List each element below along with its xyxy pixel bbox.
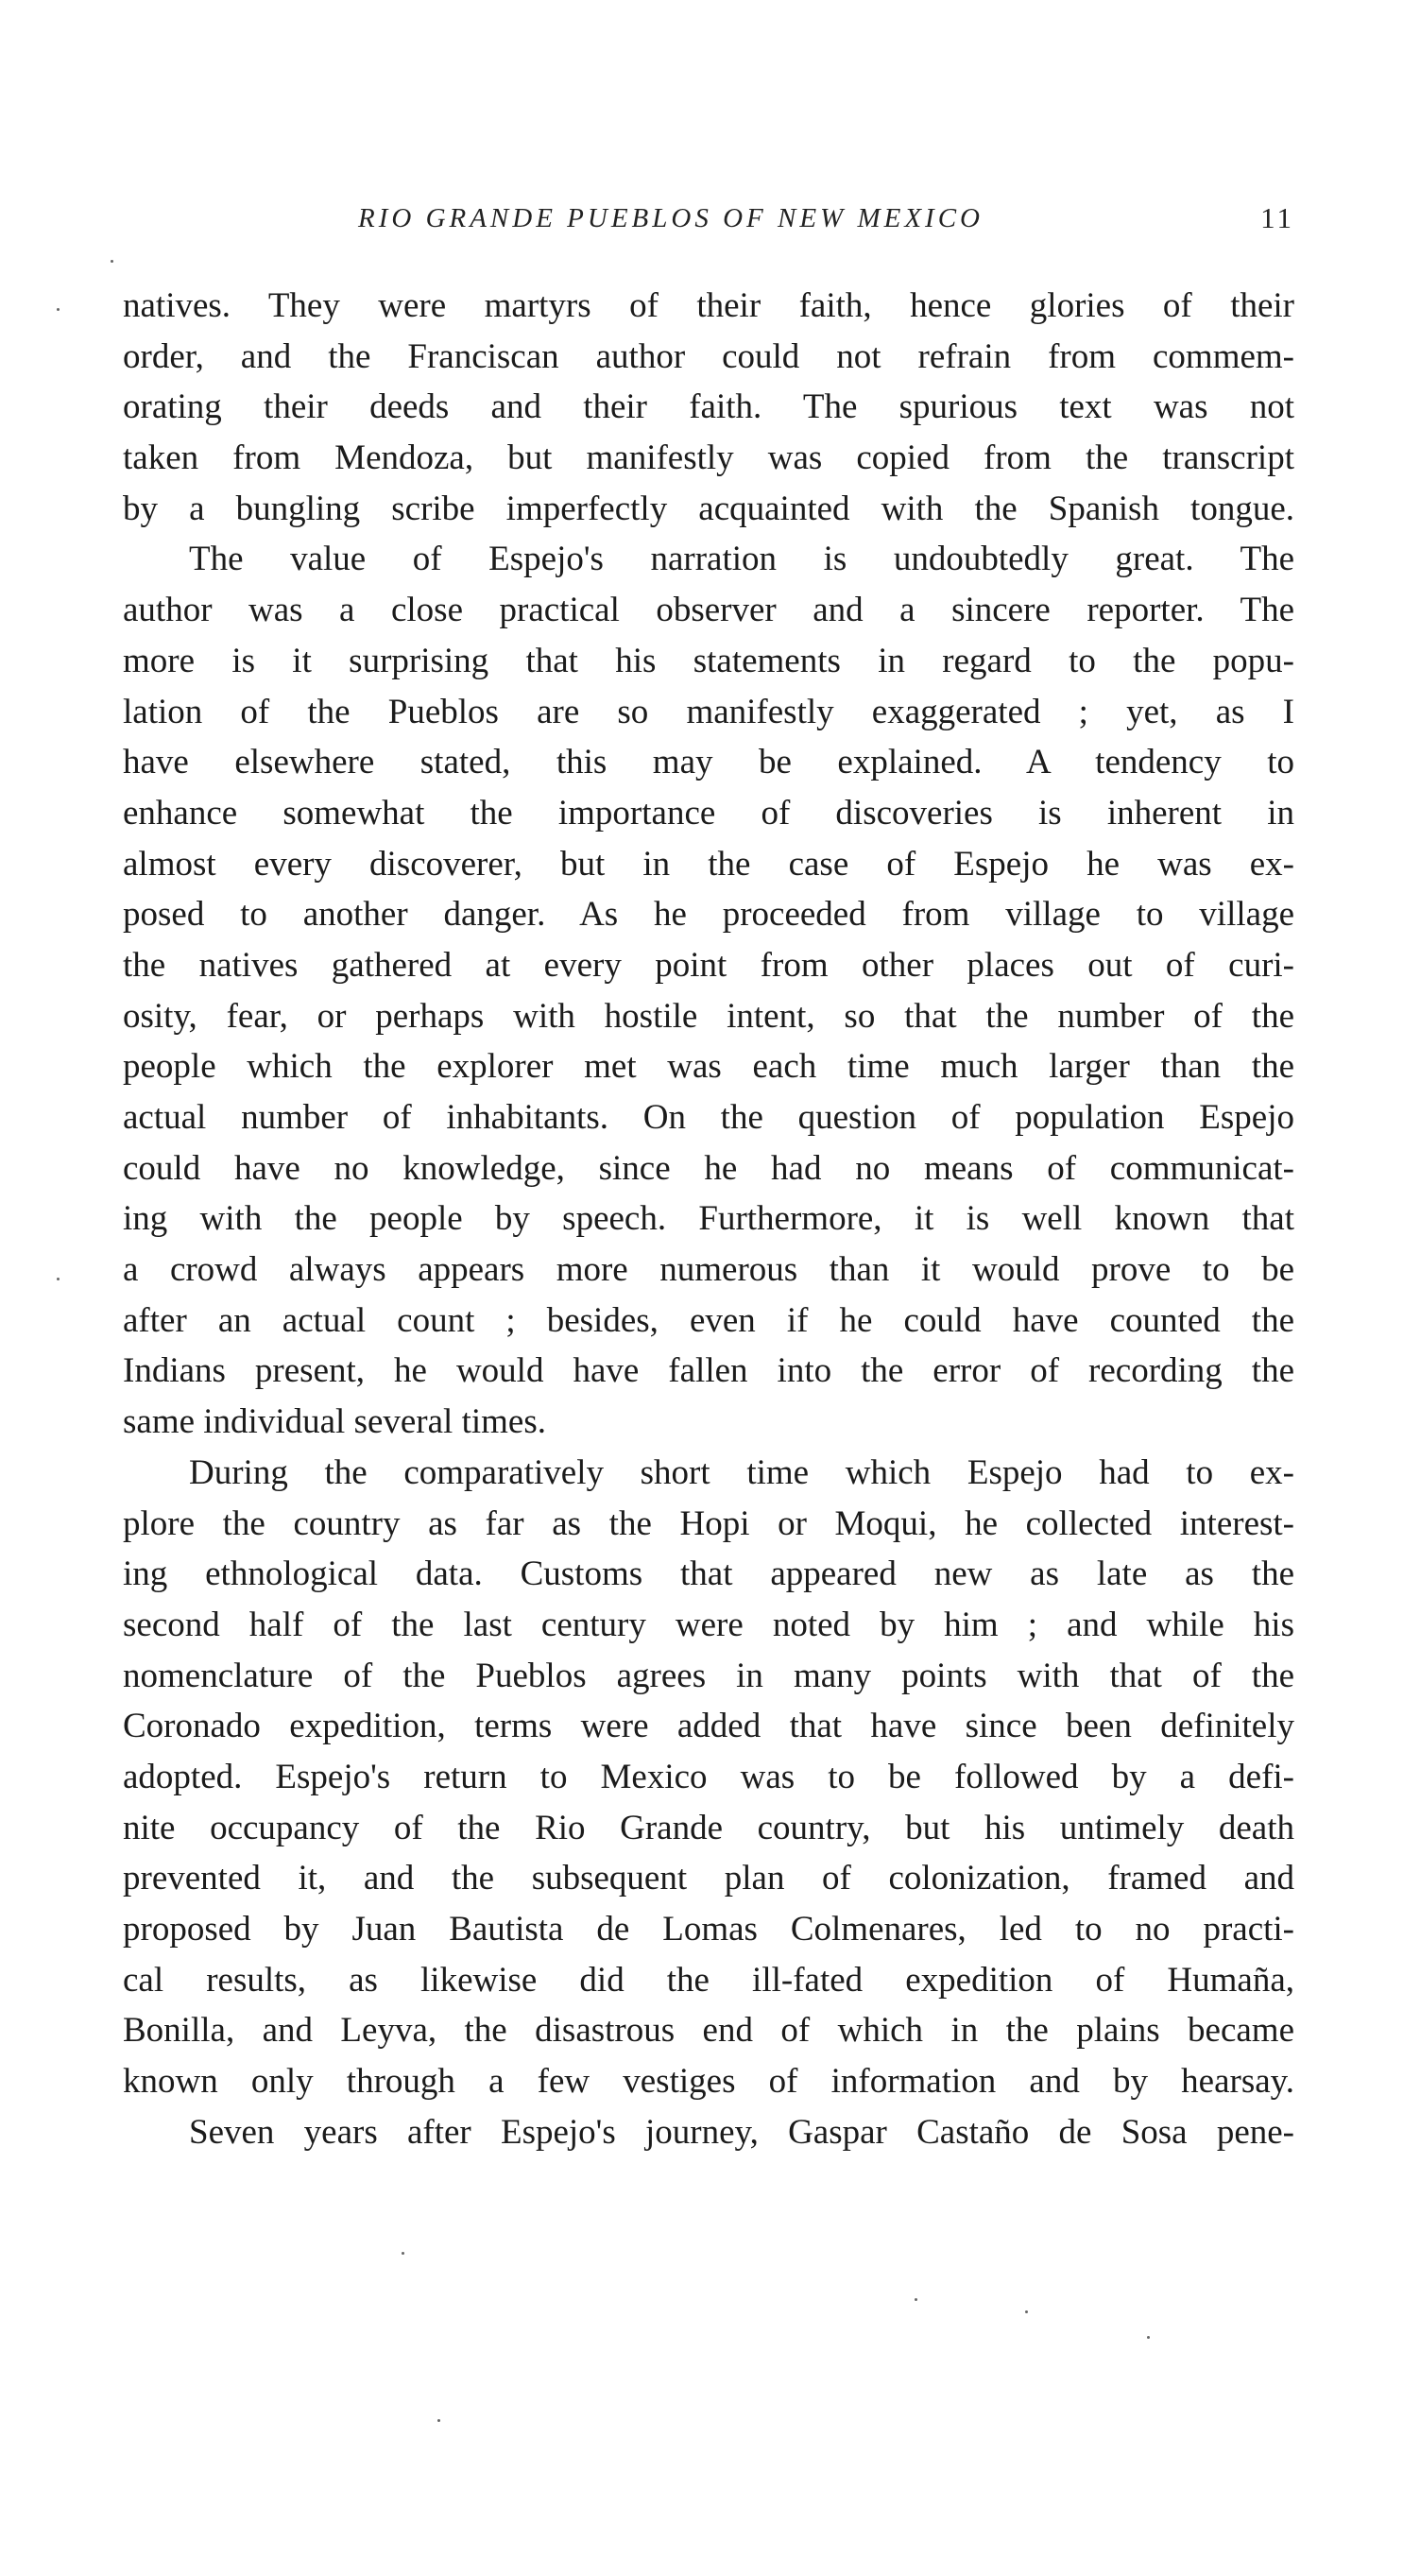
text-line: enhance somewhat the importance of discoveries is inherent in xyxy=(123,793,1294,833)
text-line: author was a close practical observer and a sincere reporter. The xyxy=(123,591,1294,630)
text-line: cal results, as likewise did the ill-fated expedition of Humaña, xyxy=(123,1960,1294,2000)
text-line: taken from Mendoza, but manifestly was copied from the transcript xyxy=(123,438,1294,478)
paragraph-2 xyxy=(123,534,1294,1447)
page-number: 11 xyxy=(1260,201,1294,234)
text-line: orating their deeds and their faith. The spurious text was not xyxy=(123,387,1294,427)
body-text xyxy=(123,281,1294,2157)
text-line: known only through a few vestiges of information and by hearsay. xyxy=(123,2062,1294,2102)
text-line: have elsewhere stated, this may be explained. A tendency to xyxy=(123,743,1294,782)
text-line: natives. They were martyrs of their faith, hence glories of their xyxy=(123,286,1294,325)
running-title: RIO GRANDE PUEBLOS OF NEW MEXICO xyxy=(358,203,984,233)
text-line: by a bungling scribe imperfectly acquainted with the Spanish tongue. xyxy=(123,489,1294,528)
print-speck xyxy=(111,260,113,263)
text-line: posed to another danger. As he proceeded from village to village xyxy=(123,895,1294,935)
text-line: more is it surprising that his statements in regard to the popu- xyxy=(123,641,1294,680)
print-speck xyxy=(57,308,60,311)
text-line: proposed by Juan Bautista de Lomas Colmenares, led to no practi- xyxy=(123,1910,1294,1949)
text-line: almost every discoverer, but in the case of Espejo he was ex- xyxy=(123,844,1294,884)
text-line: order, and the Franciscan author could not refrain from commem- xyxy=(123,336,1294,376)
text-line: osity, fear, or perhaps with hostile intent, so that the number of the xyxy=(123,996,1294,1036)
text-line: Coronado expedition, terms were added that have since been definitely xyxy=(123,1707,1294,1746)
paragraph-4 xyxy=(123,2107,1294,2158)
text-line: after an actual count ; besides, even if he could have counted the xyxy=(123,1300,1294,1340)
print-speck xyxy=(915,2298,917,2301)
paragraph-1 xyxy=(123,281,1294,534)
text-line: actual number of inhabitants. On the question of population Espejo xyxy=(123,1098,1294,1137)
text-line: people which the explorer met was each time much larger than the xyxy=(123,1047,1294,1087)
print-speck xyxy=(57,1278,60,1280)
text-line: adopted. Espejo's return to Mexico was to be followed by a defi- xyxy=(123,1757,1294,1796)
print-speck xyxy=(437,2419,440,2422)
text-line: During the comparatively short time which Espejo had to ex- xyxy=(189,1452,1294,1492)
print-speck xyxy=(1147,2336,1150,2339)
text-line: Indians present, he would have fallen into the error of recording the xyxy=(123,1351,1294,1391)
text-line: ing ethnological data. Customs that appeared new as late as the xyxy=(123,1554,1294,1594)
text-line: Seven years after Espejo's journey, Gaspar Castaño de Sosa pene- xyxy=(189,2112,1294,2152)
running-head xyxy=(123,195,1294,242)
text-line: second half of the last century were noted by him ; and while his xyxy=(123,1605,1294,1644)
text-line: the natives gathered at every point from other places out of curi- xyxy=(123,945,1294,985)
text-line: plore the country as far as the Hopi or Moqui, he collected interest- xyxy=(123,1503,1294,1543)
text-line: ing with the people by speech. Furthermore, it is well known that xyxy=(123,1199,1294,1239)
paragraph-3 xyxy=(123,1448,1294,2107)
print-speck xyxy=(402,2252,404,2255)
text-line: nite occupancy of the Rio Grande country, but his untimely death xyxy=(123,1808,1294,1847)
text-line: Bonilla, and Leyva, the disastrous end of which in the plains became xyxy=(123,2011,1294,2051)
text-line: could have no knowledge, since he had no means of communicat- xyxy=(123,1148,1294,1188)
text-line: lation of the Pueblos are so manifestly exaggerated ; yet, as I xyxy=(123,692,1294,731)
text-line: The value of Espejo's narration is undoubtedly great. The xyxy=(189,540,1294,579)
text-line: prevented it, and the subsequent plan of colonization, framed and xyxy=(123,1859,1294,1898)
text-line: same individual several times. xyxy=(123,1402,546,1442)
print-speck xyxy=(1025,2310,1028,2313)
text-line: nomenclature of the Pueblos agrees in many points with that of the xyxy=(123,1656,1294,1695)
text-line: a crowd always appears more numerous than it would prove to be xyxy=(123,1250,1294,1290)
